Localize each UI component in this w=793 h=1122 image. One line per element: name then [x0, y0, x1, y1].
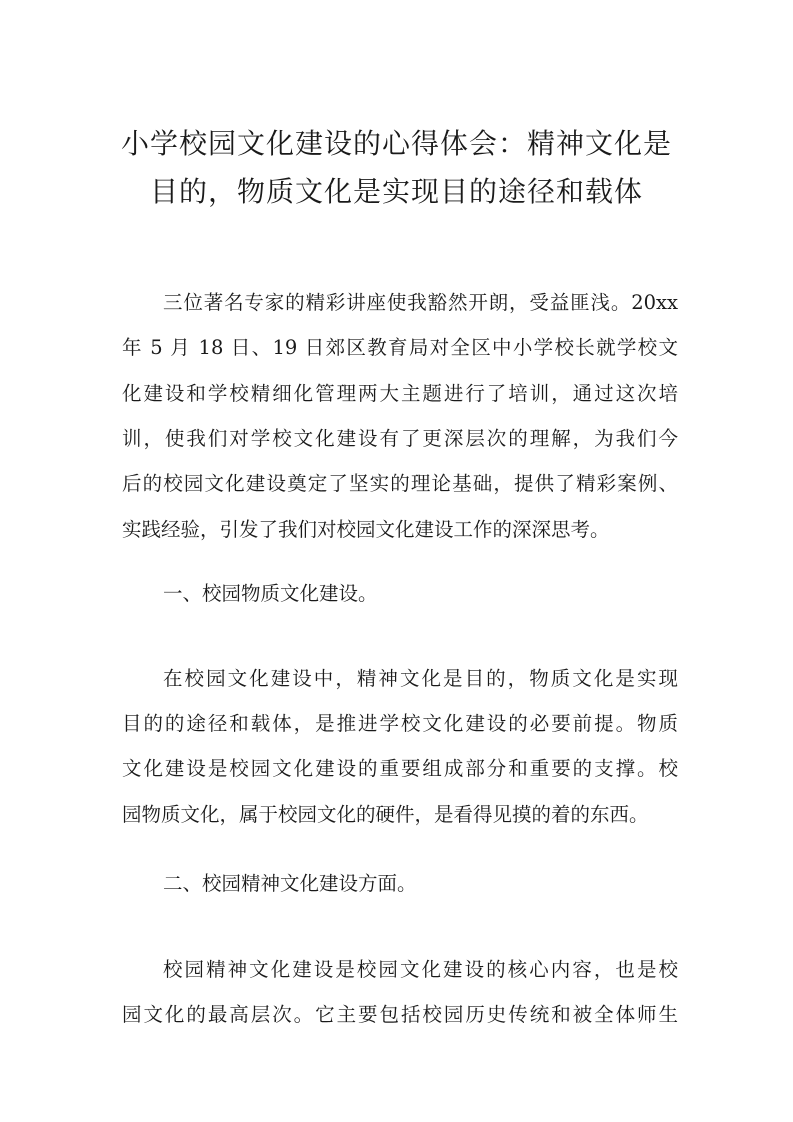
paragraph-1-line-4: 训，使我们对学校文化建设有了更深层次的理解，为我们今: [122, 427, 678, 450]
section-heading-2: 二、校园精神文化建设方面。: [163, 872, 417, 895]
paragraph-1-line-3: 化建设和学校精细化管理两大主题进行了培训，通过这次培: [122, 382, 678, 405]
paragraph-1-line-5: 后的校园文化建设奠定了坚实的理论基础，提供了精彩案例、: [122, 472, 678, 495]
paragraph-1-line-1: 三位著名专家的精彩讲座使我豁然开朗，受益匪浅。20xx: [163, 291, 678, 314]
paragraph-2-line-3: 文化建设是校园文化建设的重要组成部分和重要的支撑。校: [122, 757, 678, 780]
paragraph-2-line-2: 目的的途径和载体，是推进学校文化建设的必要前提。物质: [122, 712, 678, 735]
section-heading-1: 一、校园物质文化建设。: [163, 582, 378, 605]
document-title-line-1: 小学校园文化建设的心得体会：精神文化是: [120, 127, 672, 160]
paragraph-1-line-2: 年 5 月 18 日、19 日郊区教育局对全区中小学校长就学校文: [122, 336, 678, 359]
paragraph-1-line-6: 实践经验，引发了我们对校园文化建设工作的深深思考。: [122, 518, 610, 541]
document-title-line-2: 目的，物质文化是实现目的途径和载体: [149, 175, 643, 208]
paragraph-3-line-1: 校园精神文化建设是校园文化建设的核心内容，也是校: [163, 958, 678, 981]
paragraph-3-line-2: 园文化的最高层次。它主要包括校园历史传统和被全体师生: [122, 1003, 678, 1026]
paragraph-2-line-1: 在校园文化建设中，精神文化是目的，物质文化是实现: [163, 667, 678, 690]
paragraph-2-line-4: 园物质文化，属于校园文化的硬件，是看得见摸的着的东西。: [122, 803, 649, 826]
